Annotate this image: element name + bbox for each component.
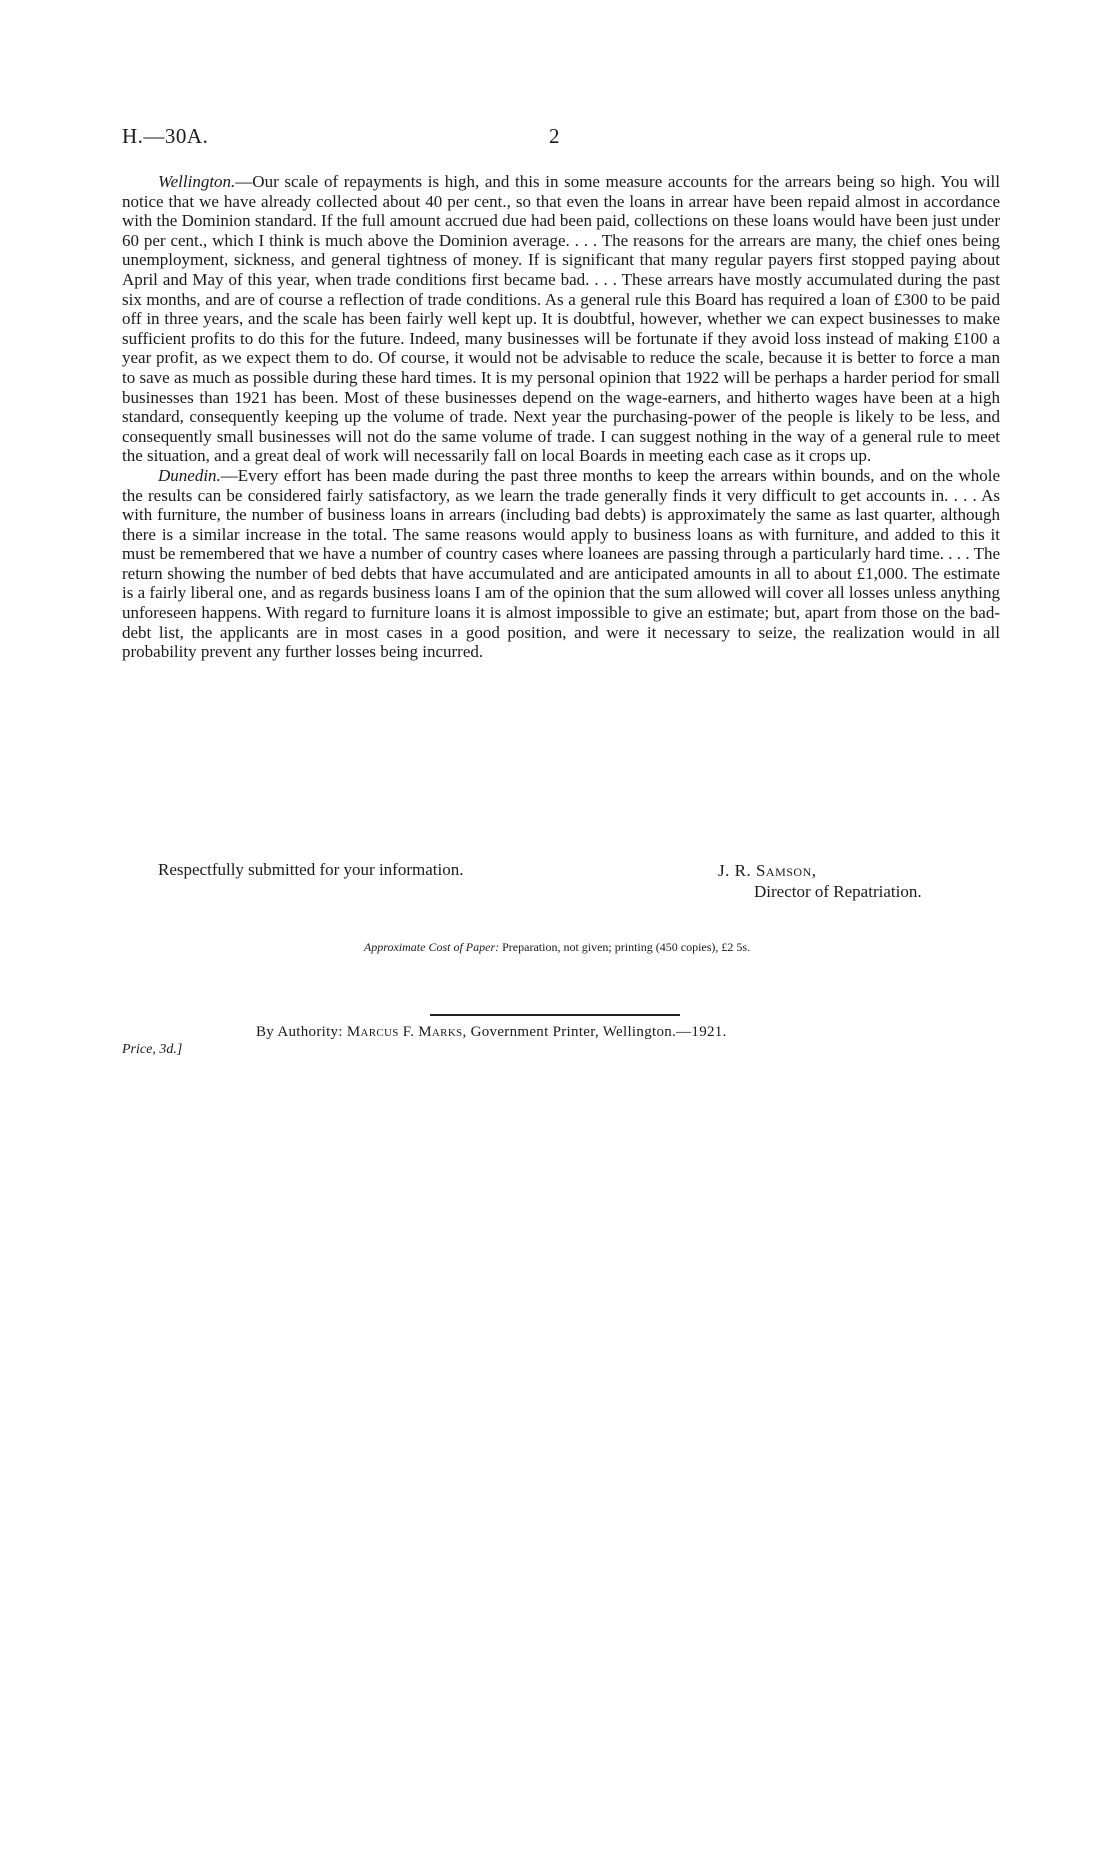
signatory-title: Director of Repatriation. [754, 882, 922, 901]
wellington-heading: Wellington. [158, 172, 236, 191]
document-reference: H.—30A. [122, 124, 209, 148]
dunedin-text: —Every effort has been made during the past three months to keep the arrears within bounds, and on the whole the results can be considered fairly satisfactory, as we learn the trade generally finds it very difficult to get accounts in. . . . As with furniture, the number of business loans in arrears (including bad debts) is approximately the same as last quarter, although there is a similar increase in the total. The same reasons would apply to business loans as with furniture, and added to this it must be remembered that we have a number of country cases where loanees are passing through a particularly hard time. . . . The return showing the number of bed debts that have accumulated and are anticipated amounts in all to about £1,000. The estimate is a fairly liberal one, and as regards business loans I am of the opinion that the sum allowed will cover all losses unless anything unforeseen happens. With regard to furniture loans it is almost impossible to give an estimate; but, apart from those on the bad-debt list, the applicants are in most cases in a good position, and were it necessary to seize, the realization would in all probability prevent any further losses being incurred. [122, 465, 1000, 662]
signatory-name: J. R. Samson, [718, 861, 817, 880]
wellington-text: —Our scale of repayments is high, and this in some measure accounts for the arrears being so high. You will notice that we have already collected about 40 per cent., so that even the loans in arrear have been repaid almost in accordance with the Dominion standard. If the full amount accrued due had been paid, collections on these loans would have been just under 60 per cent., which I think is much above the Dominion average. . . . The reasons for the arrears are many, the chief ones being unemployment, sickness, and general tightness of money. If is significant that many regular payers first stopped paying about April and May of this year, when trade conditions first became bad. . . . These arrears have mostly accumulated during the past six months, and are of course a reflection of trade conditions. As a general rule this Board has required a loan of £300 to be paid off in three years, and the scale has been fairly well kept up. It is doubtful, however, whether we can expect businesses to make sufficient profits to do this for the future. Indeed, many businesses will be fortunate if they avoid loss instead of making £100 a year profit, as we expect them to do. Of course, it would not be advisable to reduce the scale, because it is better to force a man to save as much as possible during these hard times. It is my personal opinion that 1922 will be perhaps a harder period for small businesses than 1921 has been. Most of these businesses depend on the wage-earners, and hitherto wages have been at a high standard, consequently keeping up the volume of trade. Next year the purchasing-power of the people is likely to be less, and consequently small businesses will not do the same volume of trade. I can suggest nothing in the way of a general rule to meet the situation, and a great deal of work will necessarily fall on local Boards in meeting each case as it crops up. [122, 172, 1000, 466]
authority-suffix: Government Printer, Wellington.—1921. [470, 1024, 727, 1040]
printer-name: Marcus F. Marks, [346, 1024, 467, 1040]
price-label: Price, 3d.] [122, 1042, 183, 1057]
divider-rule [430, 1014, 680, 1016]
signature-block [718, 860, 922, 902]
printer-authority [256, 1024, 727, 1041]
cost-of-paper [0, 940, 1114, 955]
dunedin-paragraph [122, 466, 1000, 662]
closing-line: Respectfully submitted for your information. [158, 860, 464, 879]
authority-prefix: By Authority: [256, 1024, 343, 1040]
report-body [122, 172, 1000, 662]
page-number: 2 [549, 124, 560, 148]
cost-value: Preparation, not given; printing (450 copies), £2 5s. [502, 940, 751, 954]
cost-label: Approximate Cost of Paper: [363, 940, 500, 954]
dunedin-heading: Dunedin. [158, 465, 221, 485]
wellington-paragraph [122, 172, 1000, 466]
